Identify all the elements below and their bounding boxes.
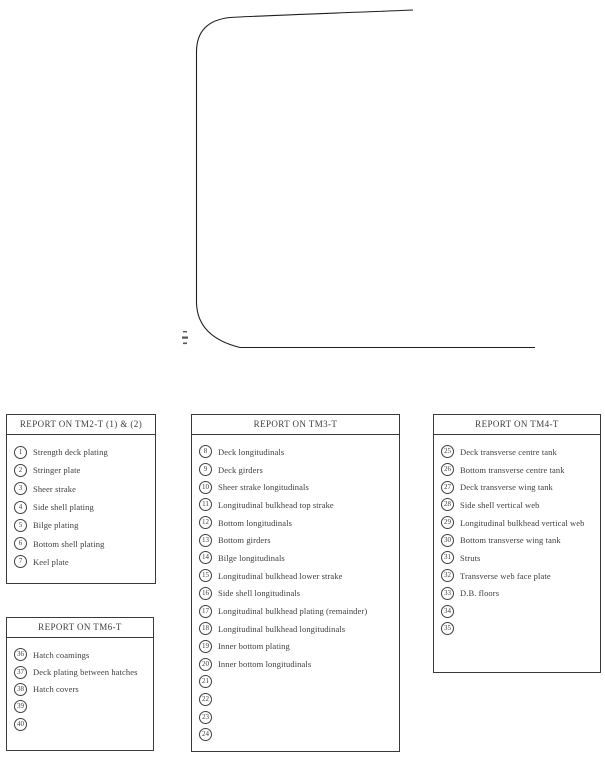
legend-item-list xyxy=(7,638,153,733)
legend-item xyxy=(199,673,399,691)
legend-item xyxy=(199,638,399,656)
item-label: Side shell plating xyxy=(33,502,94,513)
legend-item xyxy=(441,531,600,549)
item-label: Bilge plating xyxy=(33,520,79,531)
item-label: Hatch coamings xyxy=(33,649,90,660)
legend-item xyxy=(199,496,399,514)
item-number-badge: 12 xyxy=(199,516,212,529)
legend-item xyxy=(441,567,600,585)
item-label: Inner bottom longitudinals xyxy=(218,659,312,670)
legend-item xyxy=(14,646,153,663)
item-label: Longitudinal bulkhead plating (remainder) xyxy=(218,606,368,617)
legend-item xyxy=(441,496,600,514)
legend-item xyxy=(199,585,399,603)
item-number-badge: 28 xyxy=(441,498,454,511)
item-number-badge: 5 xyxy=(14,519,27,532)
item-label: Struts xyxy=(460,552,481,563)
report-box-tm2t xyxy=(6,414,156,584)
item-number-badge: 33 xyxy=(441,587,454,600)
item-number-badge: 27 xyxy=(441,481,454,494)
legend-item xyxy=(14,461,155,479)
item-number-badge: 9 xyxy=(199,463,212,476)
item-number-badge: 19 xyxy=(199,640,212,653)
item-number-badge: 16 xyxy=(199,587,212,600)
item-number-badge: 36 xyxy=(14,648,27,661)
legend-item xyxy=(199,531,399,549)
item-label: Longitudinal bulkhead lower strake xyxy=(218,570,343,581)
item-label: Deck plating between hatches xyxy=(33,667,138,678)
legend-item xyxy=(14,716,153,733)
item-label: Longitudinal bulkhead longitudinals xyxy=(218,623,346,634)
item-number-badge: 10 xyxy=(199,481,212,494)
item-label: Side shell vertical web xyxy=(460,499,540,510)
hull-outline-path xyxy=(197,10,536,348)
item-label: Bilge longitudinals xyxy=(218,552,285,563)
item-label: Transverse web face plate xyxy=(460,570,551,581)
item-number-badge: 31 xyxy=(441,551,454,564)
legend-item xyxy=(199,461,399,479)
report-box-title: REPORT ON TM3-T xyxy=(192,415,399,435)
item-number-badge: 35 xyxy=(441,622,454,635)
legend-item xyxy=(14,443,155,461)
item-label: Sheer strake xyxy=(33,483,76,494)
legend-item xyxy=(441,549,600,567)
report-box-title: REPORT ON TM2-T (1) & (2) xyxy=(7,415,155,435)
item-number-badge: 32 xyxy=(441,569,454,582)
legend-item xyxy=(441,514,600,532)
legend-item xyxy=(441,478,600,496)
item-number-badge: 13 xyxy=(199,534,212,547)
item-number-badge: 40 xyxy=(14,718,27,731)
item-number-badge: 18 xyxy=(199,622,212,635)
item-label: D.B. floors xyxy=(460,588,500,599)
item-label: Stringer plate xyxy=(33,465,81,476)
small-illegible-mark xyxy=(182,331,188,344)
item-number-badge: 24 xyxy=(199,728,212,741)
item-number-badge: 37 xyxy=(14,666,27,679)
item-label: Deck transverse wing tank xyxy=(460,482,553,493)
item-number-badge: 11 xyxy=(199,498,212,511)
item-label: Longitudinal bulkhead vertical web xyxy=(460,517,585,528)
item-label: Hatch covers xyxy=(33,684,79,695)
item-label: Bottom transverse centre tank xyxy=(460,464,565,475)
item-label: Sheer strake longitudinals xyxy=(218,482,309,493)
item-label: Inner bottom plating xyxy=(218,641,290,652)
legend-item xyxy=(199,443,399,461)
item-label: Bottom shell plating xyxy=(33,538,105,549)
legend-item xyxy=(199,691,399,709)
report-box-title: REPORT ON TM4-T xyxy=(434,415,600,435)
legend-item xyxy=(199,567,399,585)
item-number-badge: 7 xyxy=(14,555,27,568)
item-number-badge: 1 xyxy=(14,446,27,459)
legend-item-list xyxy=(7,435,155,571)
item-number-badge: 8 xyxy=(199,445,212,458)
item-number-badge: 26 xyxy=(441,463,454,476)
legend-item xyxy=(441,620,600,638)
item-number-badge: 29 xyxy=(441,516,454,529)
legend-item xyxy=(14,553,155,571)
item-number-badge: 2 xyxy=(14,464,27,477)
item-label: Strength deck plating xyxy=(33,447,108,458)
report-box-tm3t xyxy=(191,414,400,752)
legend-item xyxy=(199,602,399,620)
item-label: Deck girders xyxy=(218,464,263,475)
legend-item xyxy=(14,534,155,552)
item-number-badge: 20 xyxy=(199,658,212,671)
item-label: Longitudinal bulkhead top strake xyxy=(218,499,334,510)
item-number-badge: 3 xyxy=(14,482,27,495)
legend-item xyxy=(199,655,399,673)
report-box-title: REPORT ON TM6-T xyxy=(7,618,153,638)
legend-item xyxy=(14,663,153,680)
item-number-badge: 25 xyxy=(441,445,454,458)
legend-item xyxy=(441,443,600,461)
legend-item xyxy=(199,726,399,744)
item-number-badge: 17 xyxy=(199,605,212,618)
item-number-badge: 4 xyxy=(14,501,27,514)
report-box-tm4t xyxy=(433,414,601,673)
legend-item xyxy=(14,498,155,516)
legend-item xyxy=(441,461,600,479)
item-label: Bottom longitudinals xyxy=(218,517,293,528)
item-number-badge: 6 xyxy=(14,537,27,550)
legend-item xyxy=(14,516,155,534)
item-label: Deck longitudinals xyxy=(218,446,285,457)
legend-item xyxy=(199,478,399,496)
item-label: Keel plate xyxy=(33,556,69,567)
item-number-badge: 30 xyxy=(441,534,454,547)
item-label: Bottom transverse wing tank xyxy=(460,535,561,546)
legend-item xyxy=(199,514,399,532)
item-number-badge: 23 xyxy=(199,711,212,724)
item-number-badge: 21 xyxy=(199,675,212,688)
legend-item-list xyxy=(434,435,600,638)
legend-item xyxy=(441,602,600,620)
item-number-badge: 22 xyxy=(199,693,212,706)
legend-item-list xyxy=(192,435,399,744)
item-number-badge: 39 xyxy=(14,700,27,713)
item-label: Side shell longitudinals xyxy=(218,588,301,599)
item-number-badge: 38 xyxy=(14,683,27,696)
item-number-badge: 34 xyxy=(441,605,454,618)
legend-item xyxy=(199,549,399,567)
item-label: Deck transverse centre tank xyxy=(460,446,557,457)
legend-item xyxy=(441,585,600,603)
legend-item xyxy=(199,708,399,726)
item-number-badge: 14 xyxy=(199,551,212,564)
legend-item xyxy=(14,681,153,698)
legend-item xyxy=(199,620,399,638)
legend-item xyxy=(14,480,155,498)
report-box-tm6t xyxy=(6,617,154,751)
item-number-badge: 15 xyxy=(199,569,212,582)
item-label: Bottom girders xyxy=(218,535,271,546)
legend-item xyxy=(14,698,153,715)
